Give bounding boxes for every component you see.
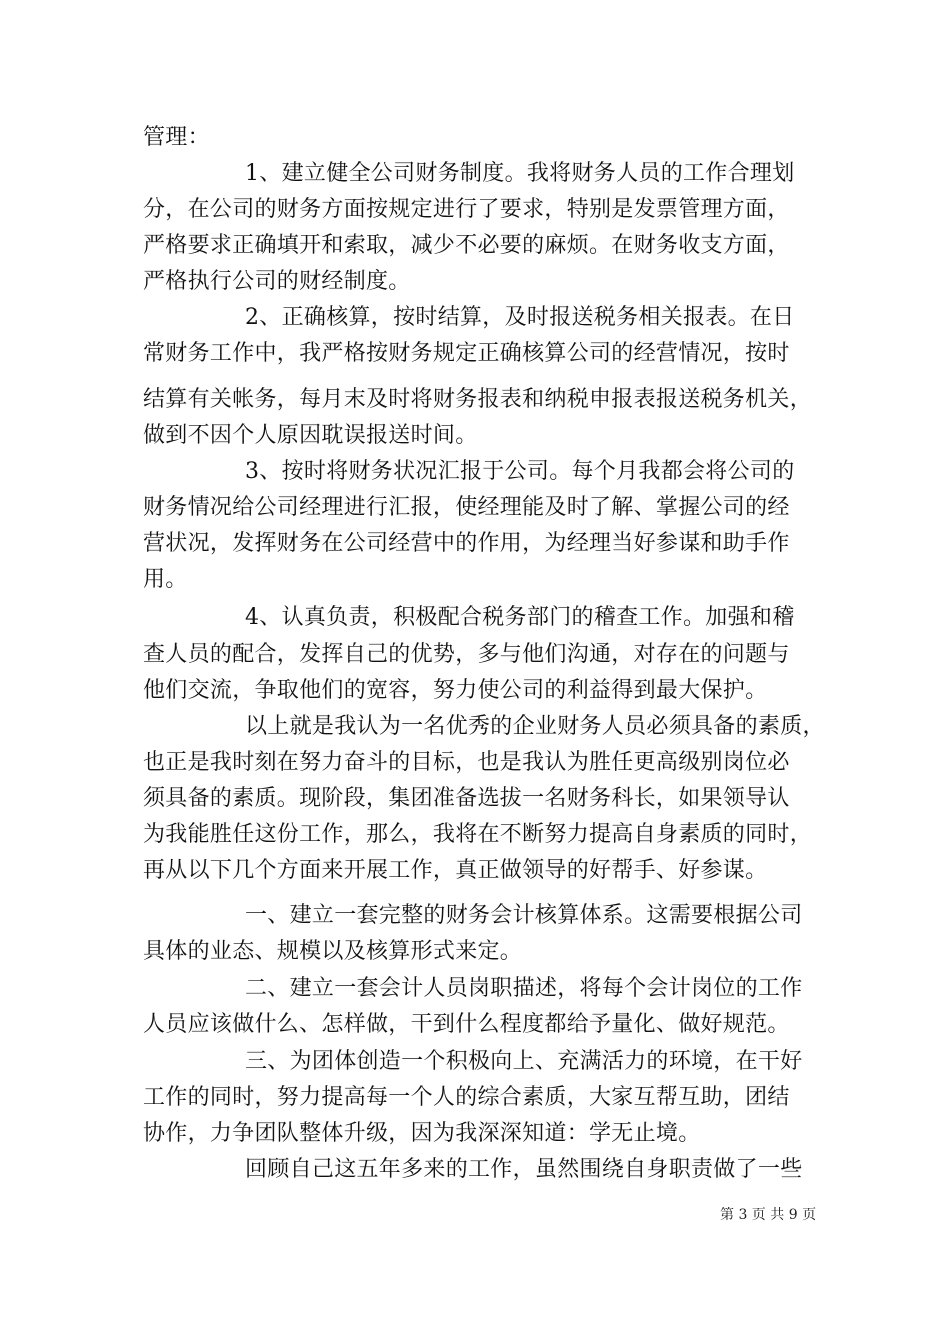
text-line: 三、为团体创造一个积极向上、充满活力的环境，在干好 [245, 1049, 803, 1074]
text-line: 1、建立健全公司财务制度。我将财务人员的工作合理划 [245, 161, 795, 186]
text-line: 营状况，发挥财务在公司经营中的作用，为经理当好参谋和助手作 [143, 531, 790, 556]
text-line: 二、建立一套会计人员岗职描述，将每个会计岗位的工作 [245, 976, 803, 1001]
text-line: 结算有关帐务，每月末及时将财务报表和纳税申报表报送税务机关， [143, 387, 813, 412]
text-line: 也正是我时刻在努力奋斗的目标，也是我认为胜任更高级别岗位必 [143, 750, 790, 775]
text-line: 为我能胜任这份工作，那么，我将在不断努力提高自身素质的同时， [143, 822, 813, 847]
text-line: 4、认真负责，积极配合税务部门的稽查工作。加强和稽 [245, 605, 795, 630]
text-line: 他们交流，争取他们的宽容，努力使公司的利益得到最大保护。 [143, 678, 768, 703]
text-line: 严格要求正确填开和索取，减少不必要的麻烦。在财务收支方面， [143, 233, 790, 258]
text-line: 工作的同时，努力提高每一个人的综合素质，大家互帮互助，团结 [143, 1085, 790, 1110]
text-line: 一、建立一套完整的财务会计核算体系。这需要根据公司 [245, 903, 803, 928]
text-line: 严格执行公司的财经制度。 [143, 269, 411, 294]
page-number-footer: 第 3 页 共 9 页 [720, 1207, 817, 1223]
text-line: 协作，力争团队整体升级，因为我深深知道：学无止境。 [143, 1121, 701, 1146]
text-line: 管理： [143, 125, 210, 150]
text-line: 查人员的配合，发挥自己的优势，多与他们沟通，对存在的问题与 [143, 642, 790, 667]
text-line: 3、按时将财务状况汇报于公司。每个月我都会将公司的 [245, 459, 795, 484]
text-line: 人员应该做什么、怎样做，干到什么程度都给予量化、做好规范。 [143, 1012, 790, 1037]
text-line: 2、正确核算，按时结算，及时报送税务相关报表。在日 [245, 305, 795, 330]
text-line: 具体的业态、规模以及核算形式来定。 [143, 939, 523, 964]
text-line: 以上就是我认为一名优秀的企业财务人员必须具备的素质， [245, 714, 825, 739]
text-line: 财务情况给公司经理进行汇报，使经理能及时了解、掌握公司的经 [143, 495, 790, 520]
text-line: 回顾自己这五年多来的工作，虽然围绕自身职责做了一些 [245, 1157, 803, 1182]
text-line: 分，在公司的财务方面按规定进行了要求，特别是发票管理方面， [143, 197, 790, 222]
text-line: 用。 [143, 567, 188, 592]
text-line: 须具备的素质。现阶段，集团准备选拔一名财务科长，如果领导认 [143, 786, 790, 811]
text-line: 做到不因个人原因耽误报送时间。 [143, 423, 478, 448]
text-line: 再从以下几个方面来开展工作，真正做领导的好帮手、好参谋。 [143, 858, 768, 883]
text-line: 常财务工作中，我严格按财务规定正确核算公司的经营情况，按时 [143, 341, 790, 366]
